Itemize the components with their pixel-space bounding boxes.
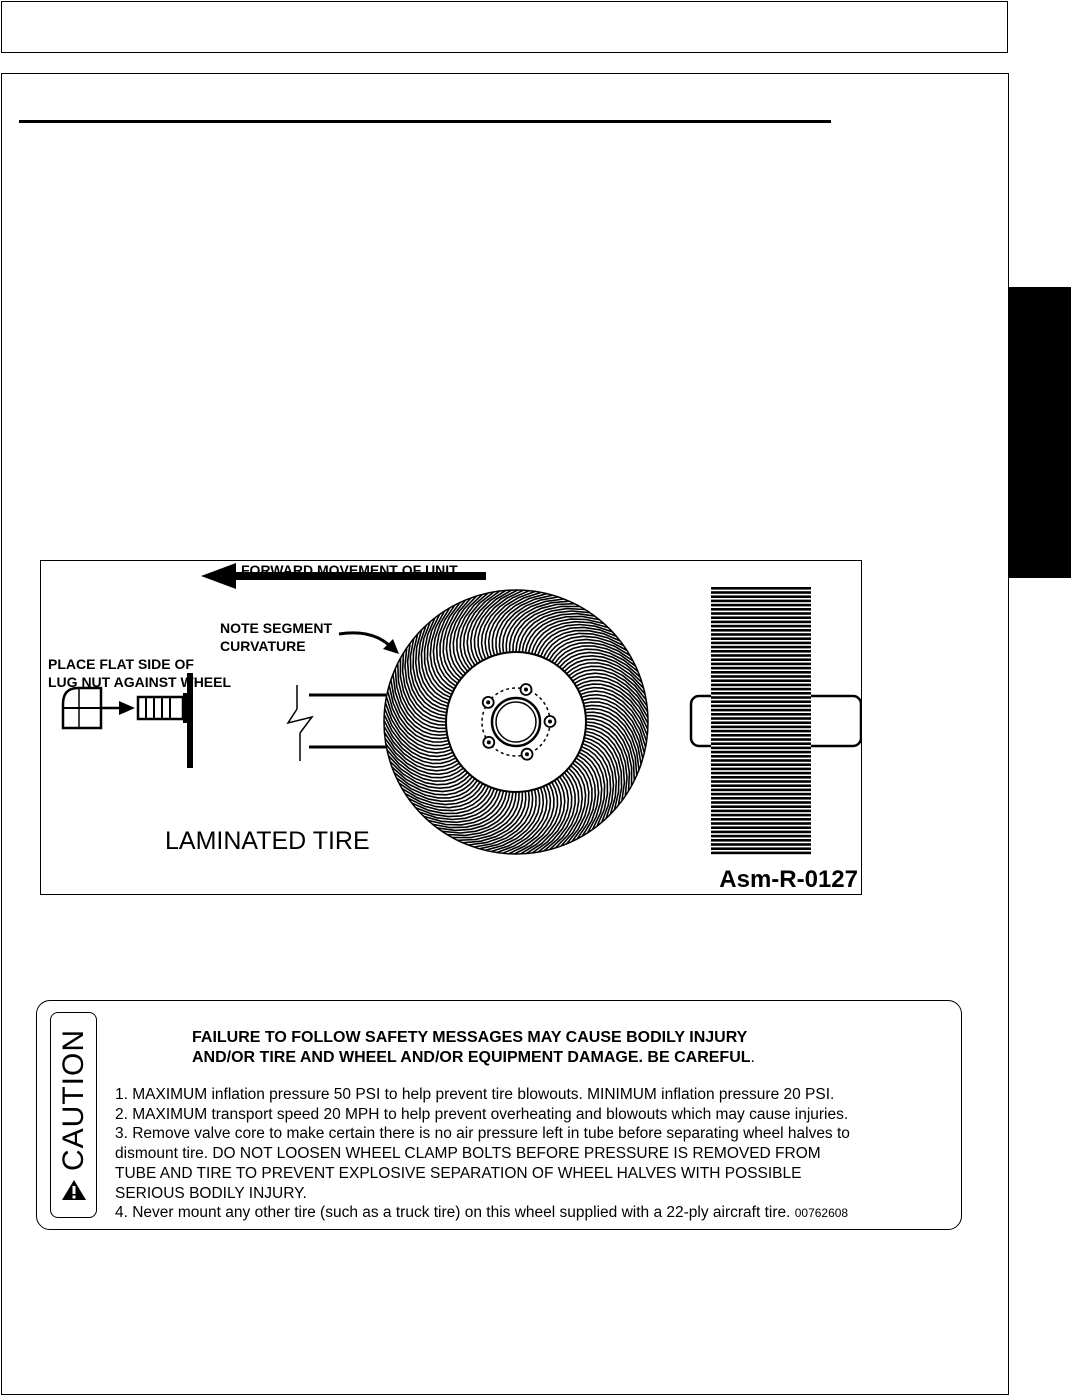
side-tire-stripe xyxy=(711,646,811,649)
caution-heading-line2-row xyxy=(192,1048,963,1068)
page-header-box xyxy=(1,1,1008,53)
warning-triangle-icon xyxy=(61,1179,87,1201)
caution-item-4-row xyxy=(115,1203,850,1224)
side-tire-stripe xyxy=(711,780,811,783)
laminated-tire-front-icon xyxy=(384,590,648,854)
caution-item-4: 4. Never mount any other tire (such as a truck tire) on this wheel supplied with a 22-ply aircraft tire. xyxy=(115,1204,795,1222)
side-tire-stripe xyxy=(711,705,811,708)
section-heading-rule xyxy=(19,120,831,123)
side-tire-stripe xyxy=(711,654,811,657)
side-tire-stripe xyxy=(711,776,811,779)
side-tire-stripe xyxy=(711,793,811,796)
side-tire-stripe xyxy=(711,839,811,842)
section-side-tab xyxy=(1009,287,1071,578)
side-tire-stripe xyxy=(711,768,811,771)
side-tire-stripe xyxy=(711,700,811,703)
note-arrow-icon xyxy=(339,633,399,654)
side-tire-stripe xyxy=(711,671,811,674)
side-tire-stripe xyxy=(711,633,811,636)
side-tire-stripe xyxy=(711,805,811,808)
side-tire-stripe xyxy=(711,797,811,800)
note-segment-label-line1: NOTE SEGMENT xyxy=(220,620,333,636)
laminated-tire-figure xyxy=(40,560,862,895)
side-tire-stripe xyxy=(711,742,811,745)
side-tire-stripe xyxy=(711,826,811,829)
side-tire-stripe xyxy=(711,663,811,666)
axle-break-icon xyxy=(288,685,386,761)
side-tire-stripe xyxy=(711,751,811,754)
side-tire-stripe xyxy=(711,843,811,846)
caution-item-2: 2. MAXIMUM transport speed 20 MPH to help prevent overheating and blowouts which may cause injuries. xyxy=(115,1105,849,1123)
side-tire-stripe xyxy=(711,616,811,619)
caution-word: CAUTION xyxy=(57,1029,90,1171)
side-tire-stripe xyxy=(711,667,811,670)
side-tire-stripe xyxy=(711,734,811,737)
side-tire-stripe xyxy=(711,721,811,724)
side-tire-stripe xyxy=(711,847,811,850)
lug-hole-center xyxy=(524,688,528,692)
side-tire-stripe xyxy=(711,747,811,750)
side-tire-stripe xyxy=(711,810,811,813)
side-tire-stripe xyxy=(711,730,811,733)
side-tire-stripe xyxy=(711,604,811,607)
side-tire-stripe xyxy=(711,621,811,624)
side-tire-stripe xyxy=(711,759,811,762)
side-tire-stripe xyxy=(711,625,811,628)
side-tire-stripe xyxy=(711,717,811,720)
lug-hole-center xyxy=(486,700,490,704)
side-tire-stripe xyxy=(711,835,811,838)
side-tire-stripe xyxy=(711,814,811,817)
caution-heading xyxy=(37,1028,963,1068)
caution-heading-line1: FAILURE TO FOLLOW SAFETY MESSAGES MAY CAUSE BODILY INJURY xyxy=(192,1029,748,1046)
laminated-tire-label: LAMINATED TIRE xyxy=(165,827,370,855)
lug-hole-center xyxy=(525,752,529,756)
caution-item-1: 1. MAXIMUM inflation pressure 50 PSI to help prevent tire blowouts. MINIMUM inflation pressure 20 PSI. xyxy=(115,1086,835,1103)
side-tire-stripe xyxy=(711,591,811,594)
forward-movement-label: FORWARD MOVEMENT OF UNIT xyxy=(241,562,458,578)
side-tire-stripe xyxy=(711,692,811,695)
side-tire-stripe xyxy=(711,713,811,716)
side-tire-stripe xyxy=(711,587,811,590)
side-tire-stripe xyxy=(711,726,811,729)
figure-id-label: Asm-R-0127 xyxy=(719,866,858,893)
lug-nut-icon xyxy=(63,688,135,728)
side-tire-stripe xyxy=(711,755,811,758)
caution-heading-line2: AND/OR TIRE AND WHEEL AND/OR EQUIPMENT DAMAGE. BE CAREFUL xyxy=(192,1049,751,1066)
laminated-tire-side-icon xyxy=(691,586,861,856)
side-tire-stripe xyxy=(711,738,811,741)
side-tire-stripe xyxy=(711,801,811,804)
side-tire-stripe xyxy=(711,642,811,645)
note-segment-label-line2: CURVATURE xyxy=(220,638,306,654)
side-tire-stripe xyxy=(711,784,811,787)
side-tire-stripe xyxy=(711,696,811,699)
side-tire-stripe xyxy=(711,763,811,766)
lug-hole-center xyxy=(548,720,552,724)
side-tire-stripe xyxy=(711,852,811,855)
lug-nut-label-line2: LUG NUT AGAINST WHEEL xyxy=(48,674,232,690)
side-tire-stripe xyxy=(711,675,811,678)
side-tire-stripe xyxy=(711,818,811,821)
caution-heading-end: . xyxy=(750,1049,755,1066)
side-tire-stripe xyxy=(711,608,811,611)
side-tire-stripe xyxy=(711,822,811,825)
side-tire-stripe xyxy=(711,679,811,682)
side-tire-stripe xyxy=(711,637,811,640)
side-tire-stripe xyxy=(711,612,811,615)
side-tire-stripe xyxy=(711,831,811,834)
side-tire-stripe xyxy=(711,595,811,598)
caution-decal xyxy=(36,1000,962,1230)
side-tire-stripe xyxy=(711,789,811,792)
side-tire-stripe xyxy=(711,600,811,603)
decal-part-code: 00762608 xyxy=(794,1206,849,1221)
lug-nut-label-line1: PLACE FLAT SIDE OF xyxy=(48,656,194,672)
side-tire-stripe xyxy=(711,772,811,775)
side-tire-stripe xyxy=(711,684,811,687)
caution-item-3-cont-a: dismount tire. DO NOT LOOSEN WHEEL CLAMP BOLTS BEFORE PRESSURE IS REMOVED FROM xyxy=(115,1145,821,1163)
caution-item-3-cont-b: TUBE AND TIRE TO PREVENT EXPLOSIVE SEPARATION OF WHEEL HALVES WITH POSSIBLE xyxy=(115,1164,802,1182)
side-tire-stripe xyxy=(711,629,811,632)
caution-items xyxy=(115,1085,850,1224)
side-tire-stripe xyxy=(711,658,811,661)
side-tire-stripe xyxy=(711,688,811,691)
side-tire-stripe xyxy=(711,709,811,712)
side-tire-stripe xyxy=(711,650,811,653)
lug-hole-center xyxy=(487,740,491,744)
caution-item-3-cont-c: SERIOUS BODILY INJURY. xyxy=(115,1184,307,1202)
caution-item-3: 3. Remove valve core to make certain there is no air pressure left in tube before separating wheel halves to xyxy=(115,1125,850,1143)
